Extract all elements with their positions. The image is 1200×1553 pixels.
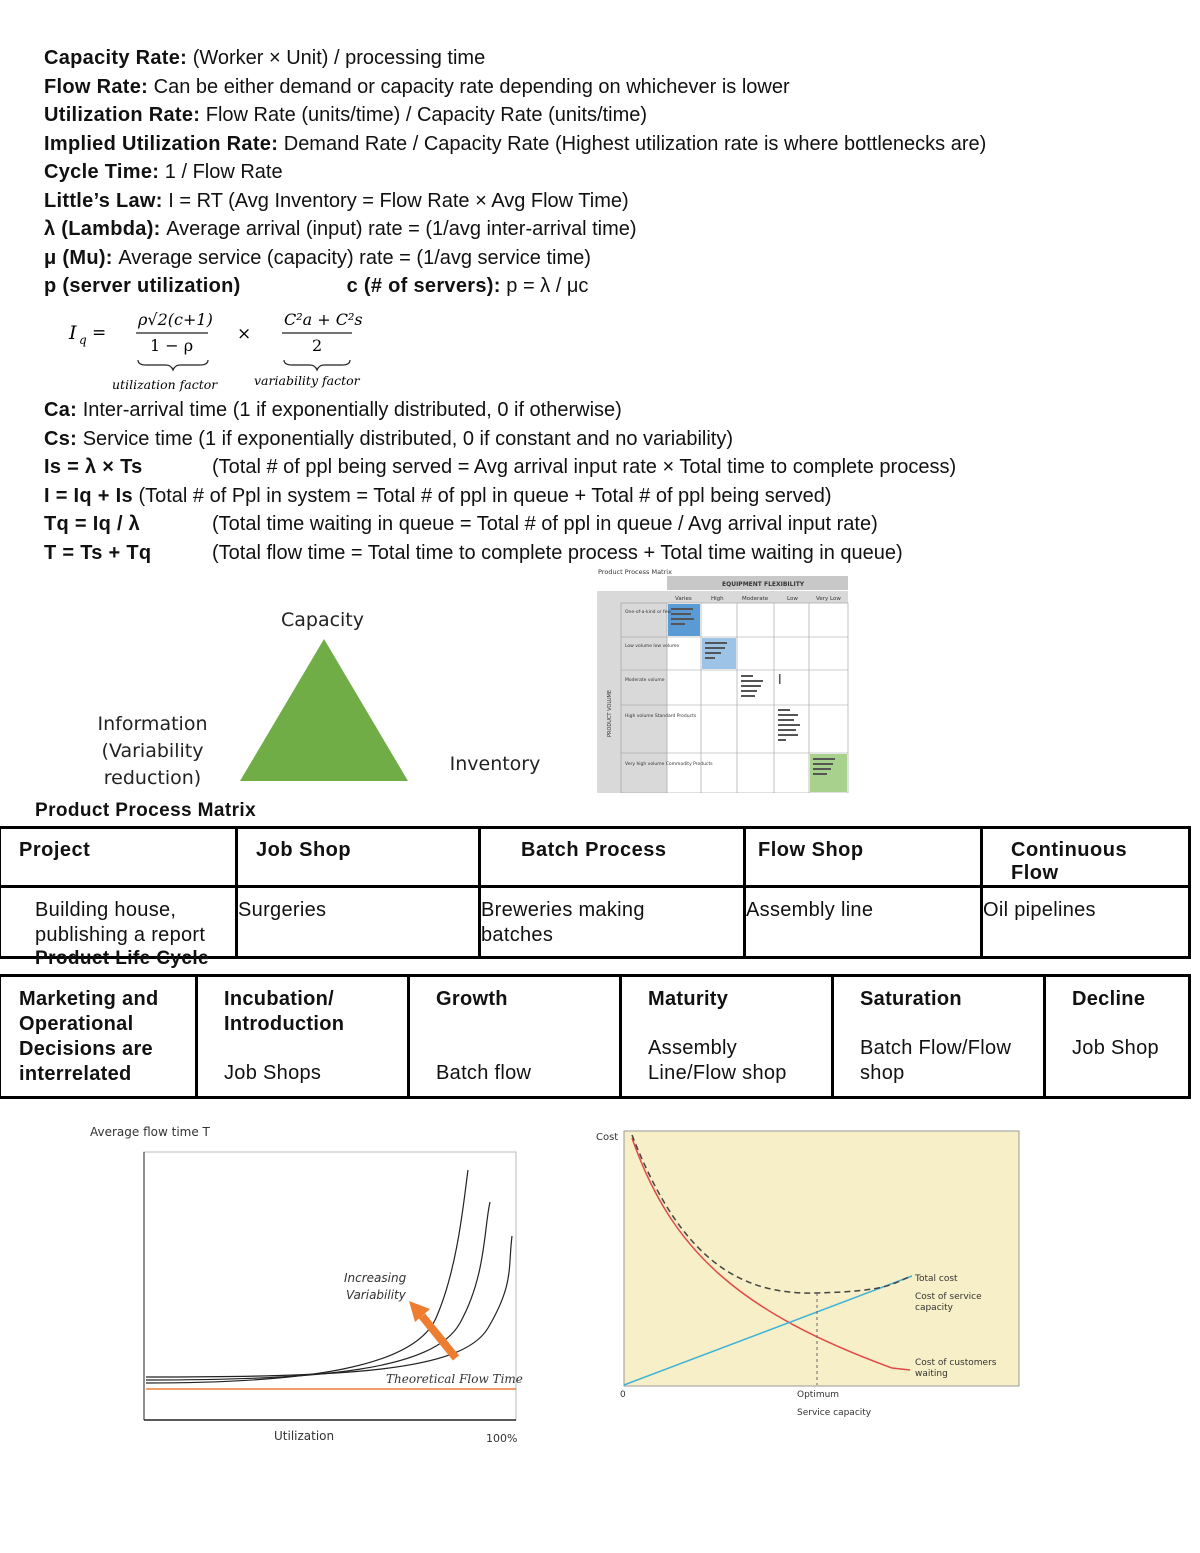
matrix-row-1: Low volume low volume — [625, 644, 680, 649]
matrix-image-header: EQUIPMENT FLEXIBILITY — [722, 581, 805, 588]
legend-total-cost: Total cost — [915, 1274, 958, 1284]
definitions-list — [44, 44, 1164, 301]
definitions-list-2 — [44, 396, 1164, 567]
ppm-example-batch: Breweries making batches — [480, 887, 745, 958]
cost-chart-xlabel: Service capacity — [797, 1408, 872, 1418]
cost-chart-zero: 0 — [620, 1390, 626, 1400]
plc-cell-decline: Decline Job Shop — [1045, 976, 1190, 1098]
ppm-header-flow-shop: Flow Shop — [745, 828, 982, 887]
flow-chart-xlabel: Utilization — [274, 1429, 335, 1443]
matrix-row-4: Very high volume Commodity Products — [625, 762, 713, 767]
matrix-row-2: Moderate volume — [625, 678, 665, 683]
definition-mu: μ (Mu): Average service (capacity) rate = (1/avg service time) — [44, 246, 591, 269]
ppm-example-job-shop: Surgeries — [237, 887, 480, 958]
definition-implied-utilization: Implied Utilization Rate: Demand Rate / Capacity Rate (Highest utilization rate is where bottlenecks are) — [44, 132, 987, 155]
ppm-example-flow-shop: Assembly line — [745, 887, 982, 958]
cost-chart-plot-area — [624, 1131, 1019, 1386]
matrix-col-1: High — [711, 596, 724, 602]
ppm-header-batch-process: Batch Process — [480, 828, 745, 887]
definition-ca: Ca: Inter-arrival time (1 if exponentially distributed, 0 if otherwise) — [44, 399, 622, 421]
product-process-matrix-image — [597, 567, 849, 793]
formula-variability-label: variability factor — [254, 373, 360, 388]
matrix-image-title: Product Process Matrix — [598, 568, 672, 576]
definition-flow-rate: Flow Rate: Can be either demand or capacity rate depending on whichever is lower — [44, 75, 790, 98]
matrix-col-3: Low — [787, 596, 798, 602]
triangle-capacity-label: Capacity — [280, 609, 365, 631]
plc-row — [0, 976, 1190, 1098]
formula-lhs-sub: q — [79, 333, 87, 347]
ppm-example-row — [0, 887, 1190, 958]
operations-triangle — [90, 605, 550, 795]
queue-length-formula — [66, 303, 406, 395]
matrix-row-3: High volume Standard Products — [625, 714, 697, 719]
flow-chart-ylabel: Average flow time T — [90, 1125, 210, 1139]
matrix-row-0: One-of-a-kind or few — [625, 610, 672, 615]
cost-chart-ylabel: Cost — [596, 1132, 619, 1143]
plc-cell-incubation: Incubation/ Introduction Job Shops — [197, 976, 409, 1098]
definition-cycle-time: Cycle Time: 1 / Flow Rate — [44, 161, 283, 183]
plc-cell-saturation: Saturation Batch Flow/Flow shop — [833, 976, 1045, 1098]
theoretical-flow-time-label: Theoretical Flow Time — [386, 1372, 523, 1386]
definition-utilization-rate: Utilization Rate: Flow Rate (units/time) / Capacity Rate (units/time) — [44, 104, 648, 126]
definition-t: T = Ts + Tq (Total flow time = Total time to complete process + Total time waiting in queue) — [44, 541, 903, 564]
definition-i: I = Iq + Is (Total # of Ppl in system = Total # of ppl in queue + Total # of ppl being served) — [44, 484, 832, 507]
plc-cell-marketing: Marketing and Operational Decisions are interrelated — [0, 976, 197, 1098]
formula-times: × — [237, 324, 252, 344]
formula-lhs: I — [69, 322, 77, 344]
definition-lambda: λ (Lambda): Average arrival (input) rate = (1/avg inter-arrival time) — [44, 218, 637, 240]
matrix-col-2: Moderate — [742, 596, 769, 602]
matrix-col-4: Very Low — [816, 596, 841, 602]
formula-num1: ρ√2(c+1) — [138, 310, 213, 329]
ppm-header-continuous-flow: Continuous Flow — [982, 828, 1190, 887]
plc-cell-growth: Growth Batch flow — [409, 976, 621, 1098]
formula-num2: C²a + C²s — [284, 310, 363, 329]
ppm-header-project: Project — [0, 828, 237, 887]
ppm-title: Product Process Matrix — [35, 800, 257, 821]
triangle-information-label: Information (Variability reduction) — [97, 713, 208, 789]
product-process-matrix-table — [0, 826, 1191, 959]
definition-tq: Tq = Iq / λ (Total time waiting in queue = Total # of ppl in queue / Avg arrival input rate) — [44, 513, 878, 535]
ppm-header-job-shop: Job Shop — [237, 828, 480, 887]
flow-time-chart — [84, 1118, 534, 1458]
formula-den2: 2 — [312, 336, 323, 355]
formula-utilization-label: utilization factor — [112, 377, 218, 392]
cost-capacity-chart — [592, 1123, 1032, 1428]
cost-chart-optimum: Optimum — [797, 1390, 840, 1400]
legend-customers-waiting: Cost of customers waiting — [915, 1358, 997, 1379]
definition-cs: Cs: Service time (1 if exponentially distributed, 0 if constant and no variability) — [44, 427, 734, 450]
formula-den1: 1 − ρ — [150, 336, 194, 355]
triangle-shape — [238, 637, 410, 783]
ppm-example-continuous: Oil pipelines — [982, 887, 1190, 958]
ppm-header-row — [0, 828, 1190, 887]
plc-cell-maturity: Maturity Assembly Line/Flow shop — [621, 976, 833, 1098]
definition-server-utilization: p (server utilization) c (# of servers): p = λ / μc — [44, 275, 589, 297]
formula-eq: = — [92, 323, 107, 343]
definition-littles-law: Little’s Law: I = RT (Avg Inventory = Flow Rate × Avg Flow Time) — [44, 189, 629, 212]
triangle-inventory-label: Inventory — [449, 753, 541, 775]
matrix-side-label: PRODUCT VOLUME — [607, 689, 613, 737]
definition-is: Is = λ × Ts (Total # of ppl being served = Avg arrival input rate × Total time to complete process) — [44, 456, 957, 478]
flow-chart-xtick-100: 100% — [486, 1432, 518, 1445]
increasing-variability-label: Increasing Variability — [344, 1271, 407, 1302]
legend-service-capacity: Cost of service capacity — [915, 1292, 982, 1313]
definition-capacity-rate: Capacity Rate: (Worker × Unit) / processing time — [44, 47, 486, 69]
ppm-example-project: Building house, publishing a report — [0, 887, 237, 958]
plc-title: Product Life Cycle — [35, 948, 210, 969]
product-life-cycle-table — [0, 974, 1191, 1099]
matrix-col-0: Varies — [675, 596, 692, 602]
